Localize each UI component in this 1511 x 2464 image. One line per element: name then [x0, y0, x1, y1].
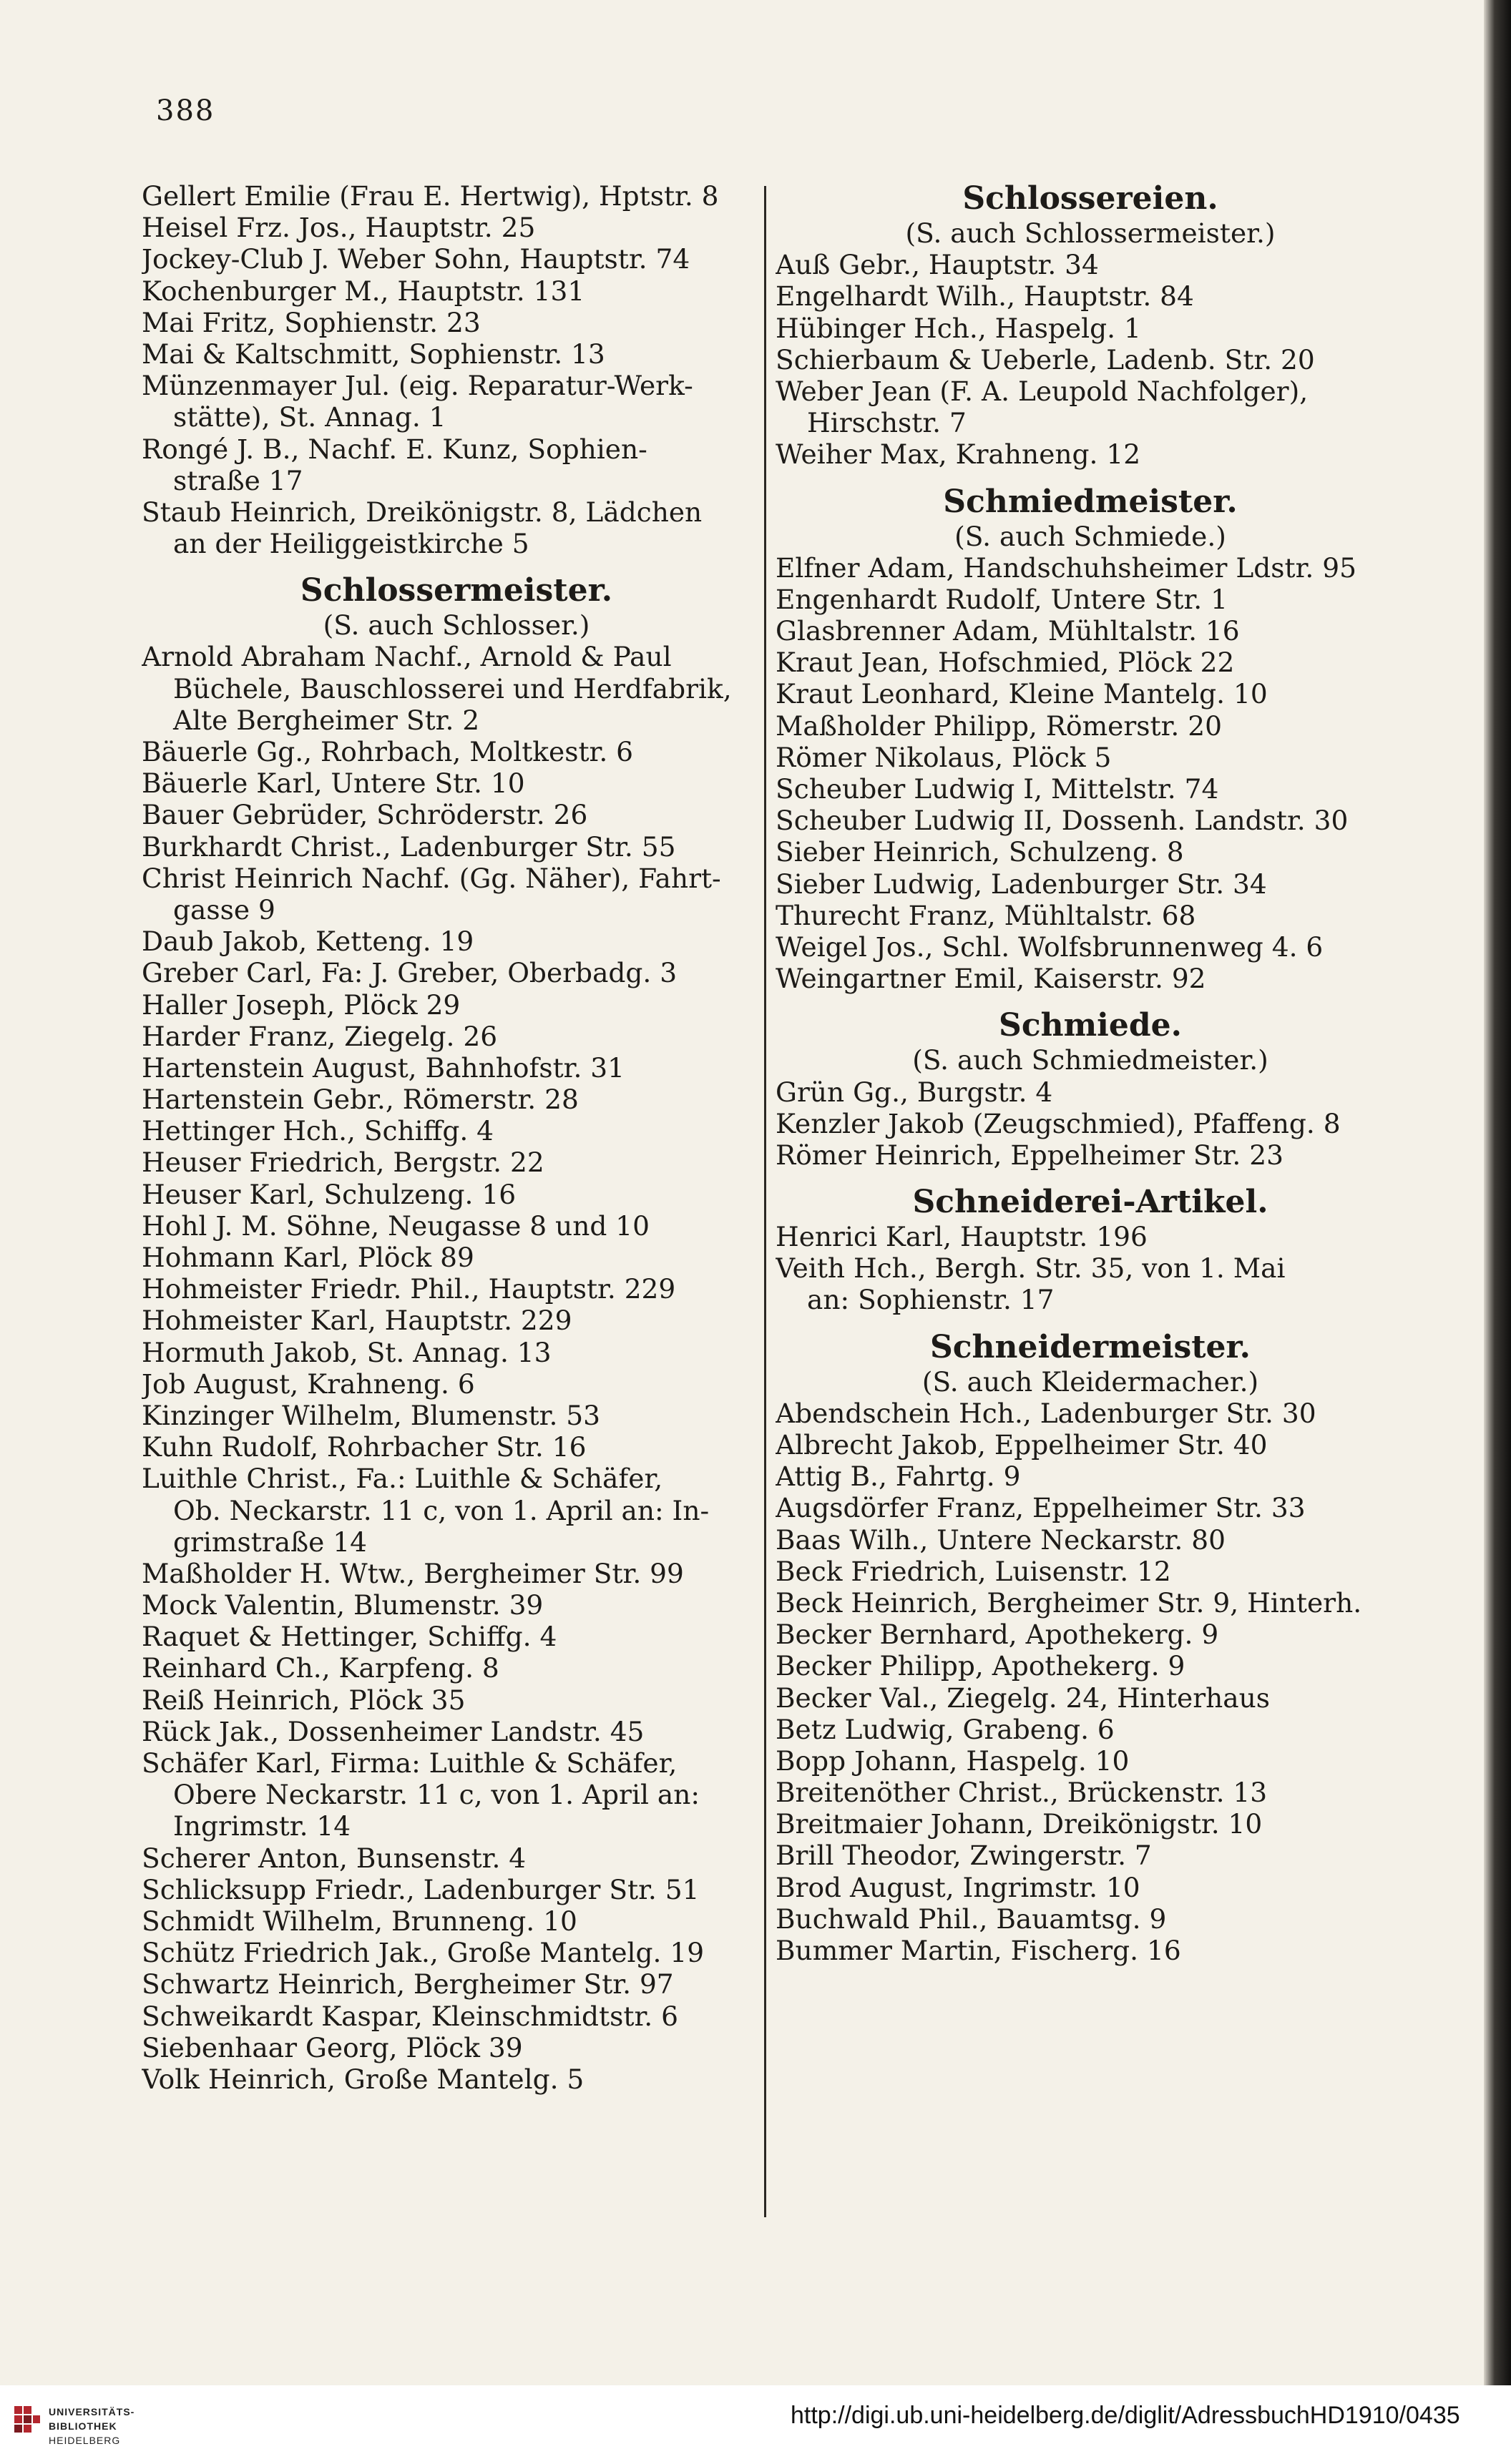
list-item: Haller Joseph, Plöck 29 — [142, 988, 461, 1021]
list-item: Harder Franz, Ziegelg. 26 — [142, 1020, 498, 1052]
list-item: Hartenstein Gebr., Römerstr. 28 — [142, 1084, 579, 1116]
list-item: Schierbaum & Ueberle, Ladenb. Str. 20 — [776, 343, 1315, 376]
list-item: Kenzler Jakob (Zeugschmied), Pfaffeng. 8 — [776, 1107, 1341, 1139]
university-seal-icon — [13, 2405, 41, 2449]
list-item-continuation: straße 17 — [173, 464, 303, 496]
list-item-continuation: Hirschstr. 7 — [807, 407, 967, 439]
list-item: Bopp Johann, Haspelg. 10 — [776, 1744, 1130, 1777]
page-number: 388 — [156, 94, 215, 127]
list-item: Bummer Martin, Fischerg. 16 — [776, 1935, 1181, 1966]
list-item: Raquet & Hettinger, Schiffg. 4 — [142, 1621, 557, 1653]
list-item: Brill Theodor, Zwingerstr. 7 — [776, 1840, 1152, 1872]
list-item-continuation: stätte), St. Annag. 1 — [173, 401, 446, 433]
list-item: Schmidt Wilhelm, Brunneng. 10 — [142, 1905, 577, 1937]
section-subtitle: (S. auch Schlosser.) — [323, 609, 590, 642]
list-item: Engenhardt Rudolf, Untere Str. 1 — [776, 583, 1228, 615]
list-item: Beck Friedrich, Luisenstr. 12 — [776, 1555, 1171, 1587]
list-item: Sieber Heinrich, Schulzeng. 8 — [776, 836, 1184, 868]
list-item: Auß Gebr., Hauptstr. 34 — [776, 249, 1099, 281]
list-item: Weigel Jos., Schl. Wolfsbrunnenweg 4. 6 — [776, 931, 1324, 963]
list-item: Hohmann Karl, Plöck 89 — [142, 1242, 474, 1273]
list-item: Schäfer Karl, Firma: Luithle & Schäfer, — [142, 1747, 678, 1779]
list-item: Maßholder H. Wtw., Bergheimer Str. 99 — [142, 1557, 684, 1589]
list-item: Burkhardt Christ., Ladenburger Str. 55 — [142, 830, 676, 863]
list-item: Scherer Anton, Bunsenstr. 4 — [142, 1842, 527, 1874]
list-item: Kochenburger M., Hauptstr. 131 — [142, 275, 585, 307]
logo-text-line: BIBLIOTHEK — [49, 2420, 117, 2432]
list-item: Albrecht Jakob, Eppelheimer Str. 40 — [776, 1429, 1268, 1461]
section-heading: Schneiderei-Artikel. — [912, 1184, 1268, 1221]
source-url-link[interactable]: http://digi.ub.uni-heidelberg.de/diglit/AdressbuchHD1910/0435 — [791, 2402, 1460, 2429]
list-item: Luithle Christ., Fa.: Luithle & Schäfer, — [142, 1463, 663, 1495]
section-heading: Schmiedmeister. — [943, 483, 1238, 520]
library-logo — [13, 2402, 199, 2452]
list-item: Hohmeister Friedr. Phil., Hauptstr. 229 — [142, 1273, 676, 1305]
section-heading: Schlossereien. — [962, 180, 1218, 217]
list-item: Scheuber Ludwig II, Dossenh. Landstr. 30 — [776, 805, 1349, 837]
list-item-continuation: Alte Bergheimer Str. 2 — [173, 704, 480, 736]
section-heading: Schmiede. — [999, 1007, 1182, 1044]
list-item: Greber Carl, Fa: J. Greber, Oberbadg. 3 — [142, 957, 678, 989]
list-item: Schütz Friedrich Jak., Große Mantelg. 19 — [142, 1937, 705, 1969]
list-item-continuation: Büchele, Bauschlosserei und Herdfabrik, — [173, 672, 732, 705]
list-item: Römer Heinrich, Eppelheimer Str. 23 — [776, 1139, 1283, 1171]
list-item: Buchwald Phil., Bauamtsg. 9 — [776, 1903, 1167, 1935]
list-item: Veith Hch., Bergh. Str. 35, von 1. Mai — [776, 1252, 1286, 1285]
list-item: Rongé J. B., Nachf. E. Kunz, Sophien- — [142, 433, 647, 465]
list-item: Heuser Friedrich, Bergstr. 22 — [142, 1147, 544, 1179]
list-item: Weiher Max, Krahneng. 12 — [776, 438, 1141, 471]
list-item: Elfner Adam, Handschuhsheimer Ldstr. 95 — [776, 551, 1356, 584]
list-item: Hormuth Jakob, St. Annag. 13 — [142, 1336, 552, 1368]
list-item: Becker Philipp, Apothekerg. 9 — [776, 1650, 1185, 1682]
list-item: Brod August, Ingrimstr. 10 — [776, 1871, 1140, 1903]
list-item: Grün Gg., Burgstr. 4 — [776, 1076, 1053, 1108]
list-item: Becker Val., Ziegelg. 24, Hinterhaus — [776, 1682, 1271, 1714]
list-item: Jockey-Club J. Weber Sohn, Hauptstr. 74 — [142, 243, 690, 275]
list-item: Beck Heinrich, Bergheimer Str. 9, Hinterh. — [776, 1586, 1362, 1619]
section-subtitle: (S. auch Schlossermeister.) — [905, 217, 1276, 249]
list-item: Weber Jean (F. A. Leupold Nachfolger), — [776, 375, 1309, 407]
logo-text-line: HEIDELBERG — [49, 2435, 121, 2446]
list-item: Schlicksupp Friedr., Ladenburger Str. 51 — [142, 1873, 700, 1905]
list-item: Volk Heinrich, Große Mantelg. 5 — [142, 2063, 585, 2095]
list-item: Daub Jakob, Ketteng. 19 — [142, 926, 474, 958]
list-item: Abendschein Hch., Ladenburger Str. 30 — [776, 1397, 1316, 1429]
list-item: Römer Nikolaus, Plöck 5 — [776, 741, 1112, 773]
list-item: Betz Ludwig, Grabeng. 6 — [776, 1713, 1115, 1745]
list-item: Christ Heinrich Nachf. (Gg. Näher), Fahrt- — [142, 862, 721, 894]
list-item: Heisel Frz. Jos., Hauptstr. 25 — [142, 212, 536, 244]
list-item: Mock Valentin, Blumenstr. 39 — [142, 1589, 544, 1621]
list-item: Kraut Leonhard, Kleine Mantelg. 10 — [776, 678, 1268, 710]
list-item: Hartenstein August, Bahnhofstr. 31 — [142, 1051, 625, 1084]
list-item: Kinzinger Wilhelm, Blumenstr. 53 — [142, 1399, 600, 1431]
list-item: Bauer Gebrüder, Schröderstr. 26 — [142, 799, 588, 831]
section-heading: Schlossermeister. — [300, 572, 613, 609]
list-item-continuation: Ob. Neckarstr. 11 c, von 1. April an: In- — [173, 1494, 710, 1526]
list-item-continuation: grimstraße 14 — [173, 1526, 367, 1558]
list-item: Breitenöther Christ., Brückenstr. 13 — [776, 1777, 1268, 1809]
list-item: Glasbrenner Adam, Mühltalstr. 16 — [776, 615, 1240, 647]
right-column — [758, 180, 1405, 1966]
list-item: Breitmaier Johann, Dreikönigstr. 10 — [776, 1808, 1263, 1840]
left-column — [142, 180, 771, 2095]
list-item-continuation: an: Sophienstr. 17 — [807, 1284, 1055, 1316]
list-item-continuation: gasse 9 — [173, 893, 275, 926]
logo-text-line: UNIVERSITÄTS- — [49, 2406, 135, 2418]
list-item: Schwartz Heinrich, Bergheimer Str. 97 — [142, 1968, 674, 2001]
list-item: Engelhardt Wilh., Hauptstr. 84 — [776, 280, 1194, 313]
list-item: Hohl J. M. Söhne, Neugasse 8 und 10 — [142, 1209, 650, 1242]
list-item: Becker Bernhard, Apothekerg. 9 — [776, 1619, 1219, 1651]
list-item-continuation: Obere Neckarstr. 11 c, von 1. April an: — [173, 1779, 700, 1811]
list-item: Scheuber Ludwig I, Mittelstr. 74 — [776, 773, 1219, 805]
list-item: Mai Fritz, Sophienstr. 23 — [142, 306, 481, 338]
section-subtitle: (S. auch Schmiede.) — [954, 520, 1226, 552]
list-item: Augsdörfer Franz, Eppelheimer Str. 33 — [776, 1492, 1306, 1524]
list-item: Staub Heinrich, Dreikönigstr. 8, Lädchen — [142, 496, 703, 528]
list-item: Henrici Karl, Hauptstr. 196 — [776, 1221, 1148, 1253]
list-item: Hettinger Hch., Schiffg. 4 — [142, 1115, 494, 1147]
list-item: Gellert Emilie (Frau E. Hertwig), Hptstr. 8 — [142, 180, 719, 212]
list-item: Kuhn Rudolf, Rohrbacher Str. 16 — [142, 1431, 587, 1463]
list-item: Maßholder Philipp, Römerstr. 20 — [776, 710, 1222, 742]
list-item: Schweikardt Kaspar, Kleinschmidtstr. 6 — [142, 2000, 678, 2032]
list-item: Hübinger Hch., Haspelg. 1 — [776, 312, 1141, 344]
list-item: Kraut Jean, Hofschmied, Plöck 22 — [776, 647, 1235, 679]
list-item: Reiß Heinrich, Plöck 35 — [142, 1684, 466, 1716]
list-item: Reinhard Ch., Karpfeng. 8 — [142, 1652, 499, 1684]
list-item: Baas Wilh., Untere Neckarstr. 80 — [776, 1523, 1226, 1556]
list-item: Attig B., Fahrtg. 9 — [776, 1461, 1021, 1493]
list-item: Münzenmayer Jul. (eig. Reparatur-Werk- — [142, 370, 693, 402]
list-item: Rück Jak., Dossenheimer Landstr. 45 — [142, 1715, 645, 1747]
list-item: Thurecht Franz, Mühltalstr. 68 — [776, 899, 1196, 931]
list-item-continuation: an der Heiliggeistkirche 5 — [173, 528, 529, 560]
list-item: Hohmeister Karl, Hauptstr. 229 — [142, 1305, 572, 1337]
section-heading: Schneidermeister. — [929, 1328, 1251, 1365]
page-edge-shadow — [1484, 0, 1511, 2464]
list-item: Mai & Kaltschmitt, Sophienstr. 13 — [142, 338, 605, 370]
list-item: Sieber Ludwig, Ladenburger Str. 34 — [776, 868, 1267, 900]
list-item: Job August, Krahneng. 6 — [142, 1368, 475, 1400]
section-subtitle: (S. auch Schmiedmeister.) — [912, 1044, 1268, 1076]
list-item: Bäuerle Karl, Untere Str. 10 — [142, 767, 525, 800]
list-item: Arnold Abraham Nachf., Arnold & Paul — [142, 641, 672, 673]
list-item: Bäuerle Gg., Rohrbach, Moltkestr. 6 — [142, 736, 634, 767]
list-item: Heuser Karl, Schulzeng. 16 — [142, 1178, 517, 1210]
section-subtitle: (S. auch Kleidermacher.) — [921, 1365, 1259, 1398]
list-item: Siebenhaar Georg, Plöck 39 — [142, 2031, 523, 2063]
list-item: Weingartner Emil, Kaiserstr. 92 — [776, 963, 1206, 995]
list-item-continuation: Ingrimstr. 14 — [173, 1810, 351, 1842]
